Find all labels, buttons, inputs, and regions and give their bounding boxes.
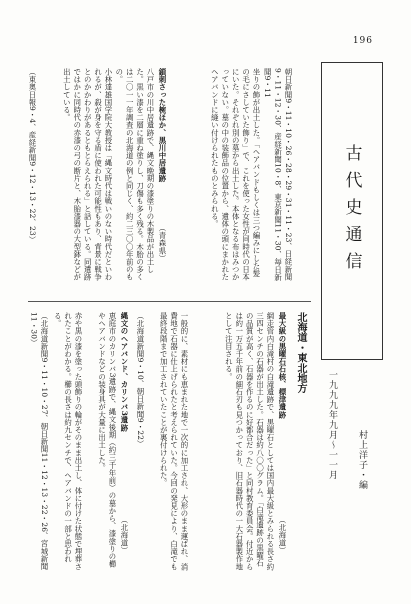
text-1: 網走管内白滝村の白滝遺跡で、黒曜石としては国内最大級とみられる長さ約三四センチの石器が出土した。石器は約八〇〇グラム。「白滝遺跡の黒曜石の品質が高く、石器を作るのに好都合だった」と同村教育委員会。付近からは約一万五千年前の細石刃も見つかっており、旧石器時代の一大石器製作地として注目される。 — [224, 312, 275, 571]
page-number: 196 — [352, 36, 373, 46]
text-4: 赤や黒の漆を塗った頭飾りの輪がそのまま出土し、体に付けた状態で埋葬されたことがわかる。櫛の長さは約九センチで、ヘアバンドの一部と思われる。 — [53, 312, 83, 571]
text-a: 坐りの飾が出土した。「ヘアバンドもしくは三つ編みにした髪の毛にさしていた飾り」で、これを使った女性が同時代の日本にいた。それぞれ別の墓から出土した。本体となる布はみつかっていない。墓の中の装飾品の位置から、遺体の頭にまかれたヘアバンドに縫い付けられたものとみられる。 — [210, 68, 261, 281]
tag-b: （青森県） — [158, 224, 167, 262]
heading-b: 鎖刺さった椀ほか、黒川中居遺跡 — [158, 68, 167, 182]
text-b: 八戸市の川中居遺跡で、縄文晩期の漆塗りの木製品が出土した。黒い漆を二層に重ね塗りし、刀傷も多く残る。木胎の多くは二〇一一年調査の北海道の例と同じく、約二三〇〇年前のもの。 — [114, 68, 155, 281]
page-title: 古代史通信 — [341, 143, 362, 279]
heading-2: 縄文のヘアバンド、カリンバ3遺跡 — [120, 312, 129, 432]
author-line: 村上洋子・編 — [357, 430, 367, 490]
heading-1: 最大級の黒曜石石核、標津遺跡 — [278, 312, 287, 419]
section-divider — [28, 301, 311, 302]
tag-1: （北海道） — [278, 516, 287, 554]
source-b: （東奥日報9・4、産経新聞9・12・13・22、23） — [28, 68, 37, 244]
text-3: 恵庭市のカリンバ3遺跡で、縄文後期（約三千年前）の墓から、漆塗りの櫛やヘアバンドなどの装身具が大量に出土した。 — [97, 312, 117, 568]
text-2: 一般的に、素材にも恵まれた地で一次的に加工され、大形のまま運ばれ、消費地で石器に仕上げられたと考えられていた。今回の発見により、白滝でも最終段階まで加工されていたことが裏付けられた。 — [159, 312, 189, 571]
text-c: 小林達雄国学院大教授は「縄文時代は戦いのない時代だといわれるが、殺が身を守る盾に使われた可能性もあり、背景に戦争とのかかわりがあるともとらえられる」と話している。同遺跡ではかに同時代の赤漆の弓の断片と、木胎漆器の大型鉢などが出土している。 — [62, 68, 113, 281]
source-a: 朝日新聞9・11・10・26・28・29・31・11・23、日経新聞9・11・12・30、産経新聞10・8、東京新聞11・30、毎日新聞9・11 — [263, 68, 293, 282]
issue-date: 一九九九年九月〜一一月 — [327, 370, 337, 480]
source-2: （北海道新聞9・11・10・27、朝日新聞11・12・13・22・26、宮城新聞11・30） — [29, 312, 49, 571]
source-1: （北海道新聞9・10、朝日新聞9・22） — [136, 312, 145, 448]
region-heading: 北海道・東北地方 — [295, 312, 306, 394]
title-box — [321, 62, 383, 360]
tag-2: （北海道） — [120, 516, 129, 554]
